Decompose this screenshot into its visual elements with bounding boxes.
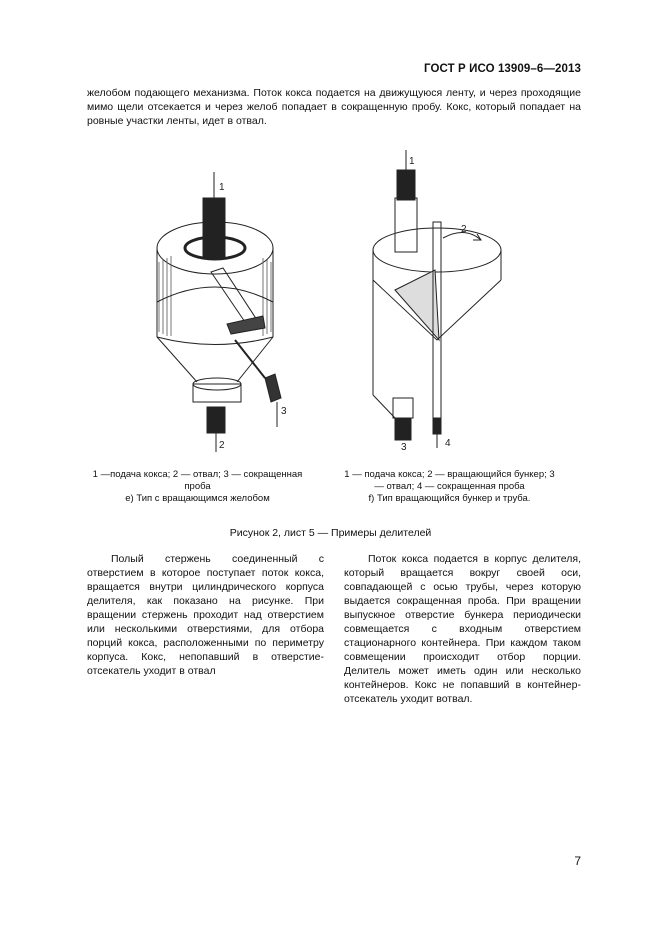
figure-f-legend-line1: 1 — подача кокса; 2 — вращающийся бункер; 3 [344, 469, 555, 480]
figure-f-drawing [365, 150, 505, 450]
label-4: 4 [445, 438, 451, 449]
figure-e-caption-block [85, 469, 310, 505]
hopper-top [373, 228, 501, 272]
figure-e-caption: е) Тип с вращающимся желобом [125, 493, 270, 504]
outlet-3 [265, 374, 281, 402]
label-3: 3 [401, 442, 407, 450]
cone [157, 337, 273, 382]
figure-f-legend-line2: — отвал; 4 — сокращенная проба [374, 481, 525, 492]
label-2: 2 [461, 224, 467, 235]
figure-f-svg [365, 150, 505, 450]
outlet-2 [207, 407, 225, 433]
label-2: 2 [219, 440, 225, 451]
figure-e-legend-line2: проба [184, 481, 211, 492]
label-1: 1 [219, 182, 225, 193]
label-3: 3 [281, 406, 287, 417]
figure-e-drawing [145, 172, 295, 452]
intro-paragraph: желобом подающего механизма. Поток кокса подается на движущуюся ленту, и через проходящие мимо щели отсекается и через желоб попадает в сокращенную пробу. Кокс, который попадает на ровные участки ленты, идет в отвал. [87, 87, 581, 127]
outlet-3 [395, 418, 411, 440]
figure-e-legend-line1: 1 —подача кокса; 2 — отвал; 3 — сокращенная [92, 469, 303, 480]
figure-e-svg [145, 172, 295, 452]
figure-f-caption: f) Тип вращающийся бункер и труба. [368, 493, 531, 504]
feed-pipe [397, 170, 415, 200]
page-number: 7 [574, 854, 581, 868]
feed-tube [395, 198, 417, 252]
left-column-text: Полый стержень соединенный с отверстием в которое поступает поток кокса, вращается внутри цилиндрического корпуса делителя, как показано на рисунке. При вращении стержень проходит над отверстием или несколькими отверстиями, для отбора порций кокса, расположенными по периметру корпуса. Кокс, непопавший в отверстие-отсекатель уходит в отвал [87, 553, 324, 677]
right-column-text: Поток кокса подается в корпус делителя, который вращается вокруг своей оси, совпадающей с осью трубы, через которую выдается сокращенная проба. При вращении выпускное отверстие бункера периодически совмещается с входным отверстием стационарного контейнера. При каждом таком совмещении происходит отбор порции. Делитель может иметь один или несколько контейнеров. Кокс не попавший в контейнер-отсекатель уходит вотвал. [344, 553, 581, 705]
document-header: ГОСТ Р ИСО 13909–6—2013 [424, 63, 581, 75]
chute [211, 268, 257, 322]
figure-title: Рисунок 2, лист 5 — Примеры делителей [229, 527, 432, 539]
label-1: 1 [409, 156, 415, 167]
figure-f-caption-block [318, 469, 581, 505]
feed-pipe [203, 198, 225, 258]
